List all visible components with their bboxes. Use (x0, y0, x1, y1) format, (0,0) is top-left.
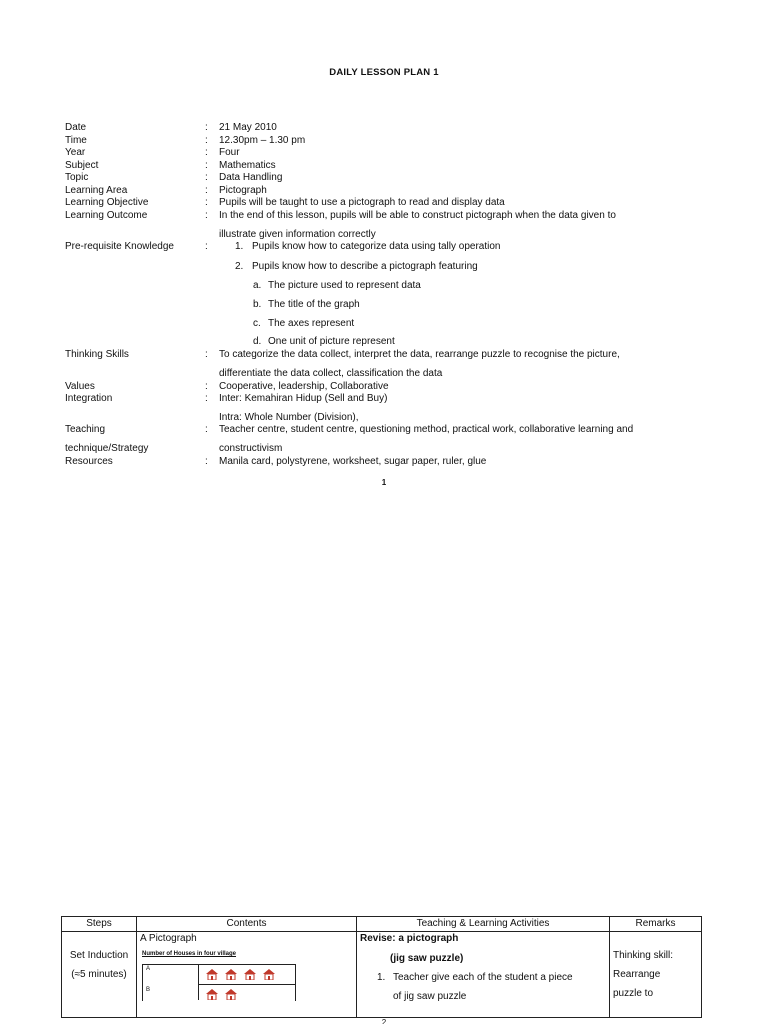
page-title: DAILY LESSON PLAN 1 (329, 67, 439, 78)
activity-text: Teacher give each of the student a piece (393, 972, 573, 983)
prerequisite-subitem: The title of the graph (268, 299, 360, 310)
thinking-skills-label: Thinking Skills (65, 349, 129, 360)
pictograph (141, 947, 296, 999)
next-page-number: 2 (381, 1018, 387, 1024)
colon: : (205, 349, 208, 360)
prerequisite-item-num: 1. (235, 241, 244, 252)
header-remarks: Remarks (610, 917, 702, 932)
learning-area-label: Learning Area (65, 185, 128, 196)
integration-label: Integration (65, 393, 113, 404)
learning-outcome-value: In the end of this lesson, pupils will be able to construct pictograph when the data given to (219, 210, 616, 221)
colon: : (205, 210, 208, 221)
step-label: Set Induction (69, 950, 129, 961)
pictograph-row-label: B (146, 987, 151, 993)
prerequisite-subitem: The picture used to represent data (268, 280, 421, 291)
house-icon (225, 989, 237, 1000)
integration-value: Inter: Kemahiran Hidup (Sell and Buy) (219, 393, 388, 404)
prerequisite-subitem-num: b. (253, 299, 262, 310)
step-duration: (≈5 minutes) (71, 969, 127, 980)
remarks-line: Thinking skill: (613, 950, 674, 961)
subject-value: Mathematics (219, 160, 276, 171)
prerequisite-label: Pre-requisite Knowledge (65, 241, 174, 252)
thinking-skills-value-cont: differentiate the data collect, classification the data (219, 368, 443, 379)
learning-objective-value: Pupils will be taught to use a pictograph to read and display data (219, 197, 505, 208)
activity-heading: Revise: a pictograph (360, 933, 459, 944)
colon: : (205, 160, 208, 171)
learning-objective-label: Learning Objective (65, 197, 149, 208)
colon: : (205, 185, 208, 196)
remarks-cell (610, 932, 702, 1018)
table-header-row (62, 917, 702, 932)
resources-label: Resources (65, 456, 113, 467)
pictograph-row-label: A (146, 966, 151, 972)
colon: : (205, 424, 208, 435)
content-title: A Pictograph (140, 933, 197, 944)
activities-cell (357, 932, 610, 1018)
resources-value: Manila card, polystyrene, worksheet, sugar paper, ruler, glue (219, 456, 487, 467)
house-icon (206, 969, 218, 980)
colon: : (205, 241, 208, 252)
colon: : (205, 381, 208, 392)
year-label: Year (65, 147, 86, 158)
year-value: Four (219, 147, 240, 158)
teaching-label-cont: technique/Strategy (65, 443, 149, 454)
header-steps: Steps (62, 917, 137, 932)
colon: : (205, 456, 208, 467)
subject-label: Subject (65, 160, 99, 171)
remarks-line: Rearrange (613, 969, 661, 980)
colon: : (205, 197, 208, 208)
house-icon (244, 969, 256, 980)
table-row (62, 932, 702, 1018)
activity-num: 1. (377, 972, 386, 983)
learning-outcome-label: Learning Outcome (65, 210, 148, 221)
steps-cell (62, 932, 137, 1018)
prerequisite-subitem: One unit of picture represent (268, 336, 395, 347)
remarks-line: puzzle to (613, 988, 654, 999)
colon: : (205, 147, 208, 158)
teaching-value: Teacher centre, student centre, questioning method, practical work, collaborative learning and (219, 424, 634, 435)
pictograph-title: Number of Houses in four village (142, 951, 237, 957)
header-activities: Teaching & Learning Activities (357, 917, 610, 932)
learning-area-value: Pictograph (219, 185, 267, 196)
values-value: Cooperative, leadership, Collaborative (219, 381, 389, 392)
activity-subheading: (jig saw puzzle) (390, 953, 464, 964)
prerequisite-subitem-num: a. (253, 280, 262, 291)
colon: : (205, 122, 208, 133)
values-label: Values (65, 381, 95, 392)
lesson-activity-table (61, 916, 702, 1018)
date-label: Date (65, 122, 87, 133)
prerequisite-item-num: 2. (235, 261, 244, 272)
time-value: 12.30pm – 1.30 pm (219, 135, 306, 146)
colon: : (205, 393, 208, 404)
pictograph-row-divider (198, 984, 295, 985)
date-value: 21 May 2010 (219, 122, 277, 133)
colon: : (205, 135, 208, 146)
topic-label: Topic (65, 172, 89, 183)
header-contents: Contents (137, 917, 357, 932)
prerequisite-subitem-num: c. (253, 318, 261, 329)
pictograph-divider (198, 964, 199, 1000)
house-icon (206, 989, 218, 1000)
time-label: Time (65, 135, 87, 146)
activity-text-cont: of jig saw puzzle (393, 991, 467, 1002)
contents-cell (137, 932, 357, 1018)
teaching-label: Teaching (65, 424, 106, 435)
learning-outcome-value-cont: illustrate given information correctly (219, 229, 376, 240)
topic-value: Data Handling (219, 172, 283, 183)
house-icon (225, 969, 237, 980)
prerequisite-subitem: The axes represent (268, 318, 355, 329)
colon: : (205, 172, 208, 183)
integration-value-cont: Intra: Whole Number (Division), (219, 412, 359, 423)
teaching-value-cont: constructivism (219, 443, 283, 454)
thinking-skills-value: To categorize the data collect, interpret the data, rearrange puzzle to recognise the picture, (219, 349, 620, 360)
prerequisite-subitem-num: d. (253, 336, 262, 347)
page-number: 1 (381, 478, 387, 487)
prerequisite-item: Pupils know how to categorize data using tally operation (252, 241, 501, 252)
prerequisite-item: Pupils know how to describe a pictograph featuring (252, 261, 478, 272)
house-icon (263, 969, 275, 980)
